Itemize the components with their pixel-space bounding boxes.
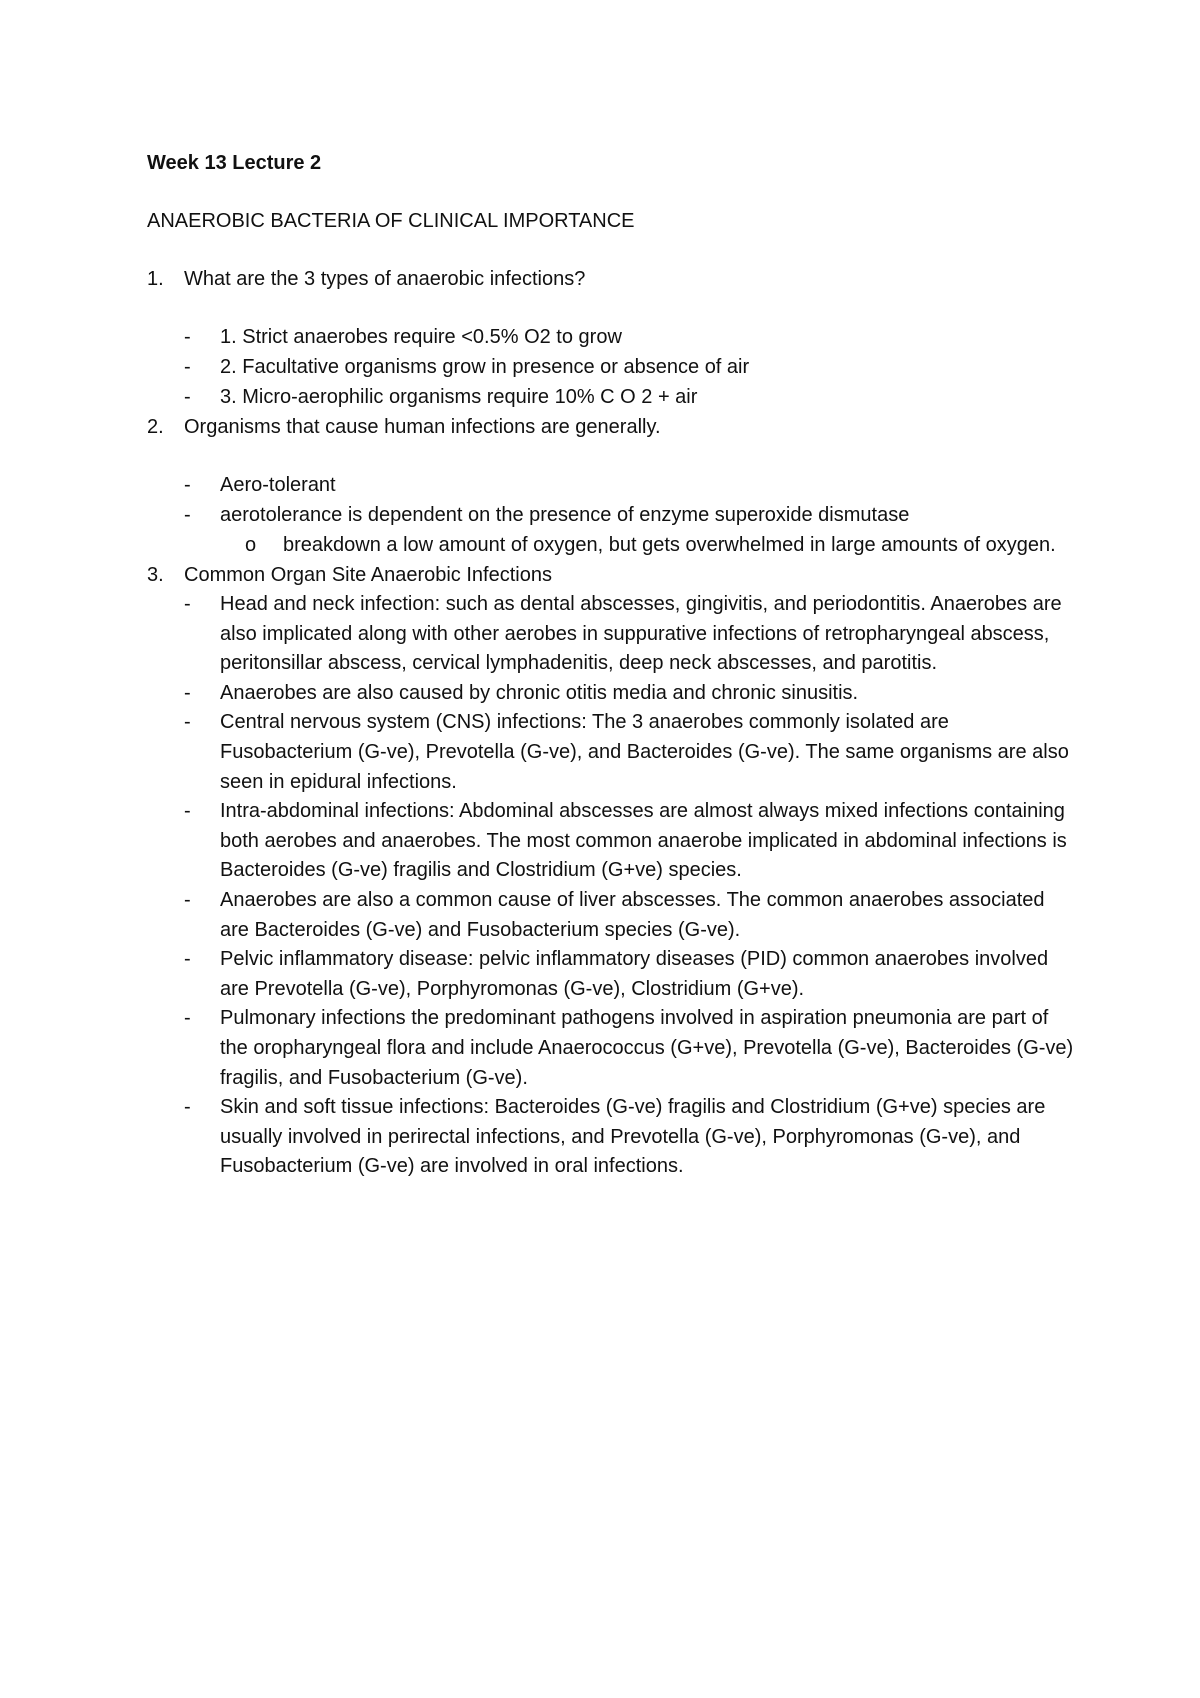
list-item (147, 590, 1077, 679)
document-subtitle: ANAEROBIC BACTERIA OF CLINICAL IMPORTANCE (147, 210, 635, 232)
list-item (147, 352, 1077, 382)
dash-bullet-icon: - (184, 711, 191, 734)
dash-bullet-icon: - (184, 504, 191, 526)
section-number: 2. (147, 416, 164, 438)
list-item (147, 1093, 1077, 1182)
sub-list (147, 530, 1077, 560)
section-2-list (147, 470, 1077, 560)
dash-bullet-icon: - (184, 1096, 191, 1119)
list-item (147, 945, 1077, 1004)
dash-bullet-icon: - (184, 386, 191, 408)
list-item-text: Skin and soft tissue infections: Bacteroides (G-ve) fragilis and Clostridium (G+ve) species are usually involved in perirectal infections, and Prevotella (G-ve), Porphyromonas (G-ve), and Fusobacterium (G-ve) are involved in oral infections. (220, 1096, 1046, 1178)
section-number: 3. (147, 564, 164, 586)
dash-bullet-icon: - (184, 800, 191, 823)
sub-list-item-text: breakdown a low amount of oxygen, but gets overwhelmed in large amounts of oxygen. (283, 534, 1056, 556)
section-1-list (147, 322, 1077, 412)
list-item-text: 2. Facultative organisms grow in presence or absence of air (220, 356, 750, 378)
list-item (147, 679, 1077, 709)
document-title: Week 13 Lecture 2 (147, 152, 322, 174)
section-number: 1. (147, 268, 164, 290)
section-1-heading (147, 264, 1077, 294)
list-item-text: Aero-tolerant (220, 474, 336, 496)
section-3-heading (147, 560, 1077, 590)
dash-bullet-icon: - (184, 326, 191, 348)
list-item (147, 500, 1077, 560)
list-item-text: Intra-abdominal infections: Abdominal abscesses are almost always mixed infections containing both aerobes and anaerobes. The most common anaerobe implicated in abdominal infections is Bacteroides (G-ve) fragilis and Clostridium (G+ve) species. (220, 800, 1067, 882)
dash-bullet-icon: - (184, 593, 191, 615)
list-item (147, 322, 1077, 352)
section-heading-text: Common Organ Site Anaerobic Infections (184, 564, 552, 586)
dash-bullet-icon: - (184, 474, 191, 496)
list-item (147, 470, 1077, 500)
dash-bullet-icon: - (184, 356, 191, 378)
list-item-text: Anaerobes are also caused by chronic otitis media and chronic sinusitis. (220, 681, 859, 704)
list-item (147, 382, 1077, 412)
list-item (147, 1004, 1077, 1093)
section-heading-text: Organisms that cause human infections are generally. (184, 416, 661, 438)
list-item-text: Anaerobes are also a common cause of liver abscesses. The common anaerobes associated are Bacteroides (G-ve) and Fusobacterium species (G-ve). (220, 888, 1045, 941)
list-item-text: Pulmonary infections the predominant pathogens involved in aspiration pneumonia are part of the oropharyngeal flora and include Anaerococcus (G+ve), Prevotella (G-ve), Bacteroides (G-ve) fragilis, and Fusobacterium (G-ve). (220, 1007, 1074, 1089)
list-item-text: 1. Strict anaerobes require <0.5% O2 to grow (220, 326, 622, 348)
document-body (147, 148, 1077, 1182)
section-heading-text: What are the 3 types of anaerobic infections? (184, 268, 586, 290)
list-item-text: 3. Micro-aerophilic organisms require 10% C O 2 + air (220, 386, 698, 408)
list-item (147, 708, 1077, 797)
dash-bullet-icon: - (184, 681, 191, 704)
dash-bullet-icon: - (184, 888, 191, 911)
sub-list-item (147, 530, 1077, 560)
section-2-heading (147, 412, 1077, 442)
list-item (147, 886, 1077, 945)
dash-bullet-icon: - (184, 1007, 191, 1030)
section-3-list (147, 590, 1077, 1182)
list-item (147, 797, 1077, 886)
list-item-text: Pelvic inflammatory disease: pelvic inflammatory diseases (PID) common anaerobes involved are Prevotella (G-ve), Porphyromonas (G-ve), Clostridium (G+ve). (220, 948, 1049, 1000)
list-item-text: Head and neck infection: such as dental abscesses, gingivitis, and periodontitis. Anaerobes are also implicated along with other aerobes in suppurative infections of retropharyngeal abscess, peritonsillar abscess, cervical lymphadenitis, deep neck abscesses, and parotitis. (220, 593, 1062, 675)
circle-bullet-icon: o (245, 534, 257, 556)
list-item-text: aerotolerance is dependent on the presence of enzyme superoxide dismutase (220, 504, 910, 526)
list-item-text: Central nervous system (CNS) infections: The 3 anaerobes commonly isolated are Fusobacterium (G-ve), Prevotella (G-ve), and Bacteroides (G-ve). The same organisms are also seen in epidural infections. (220, 711, 1069, 793)
dash-bullet-icon: - (184, 948, 191, 971)
